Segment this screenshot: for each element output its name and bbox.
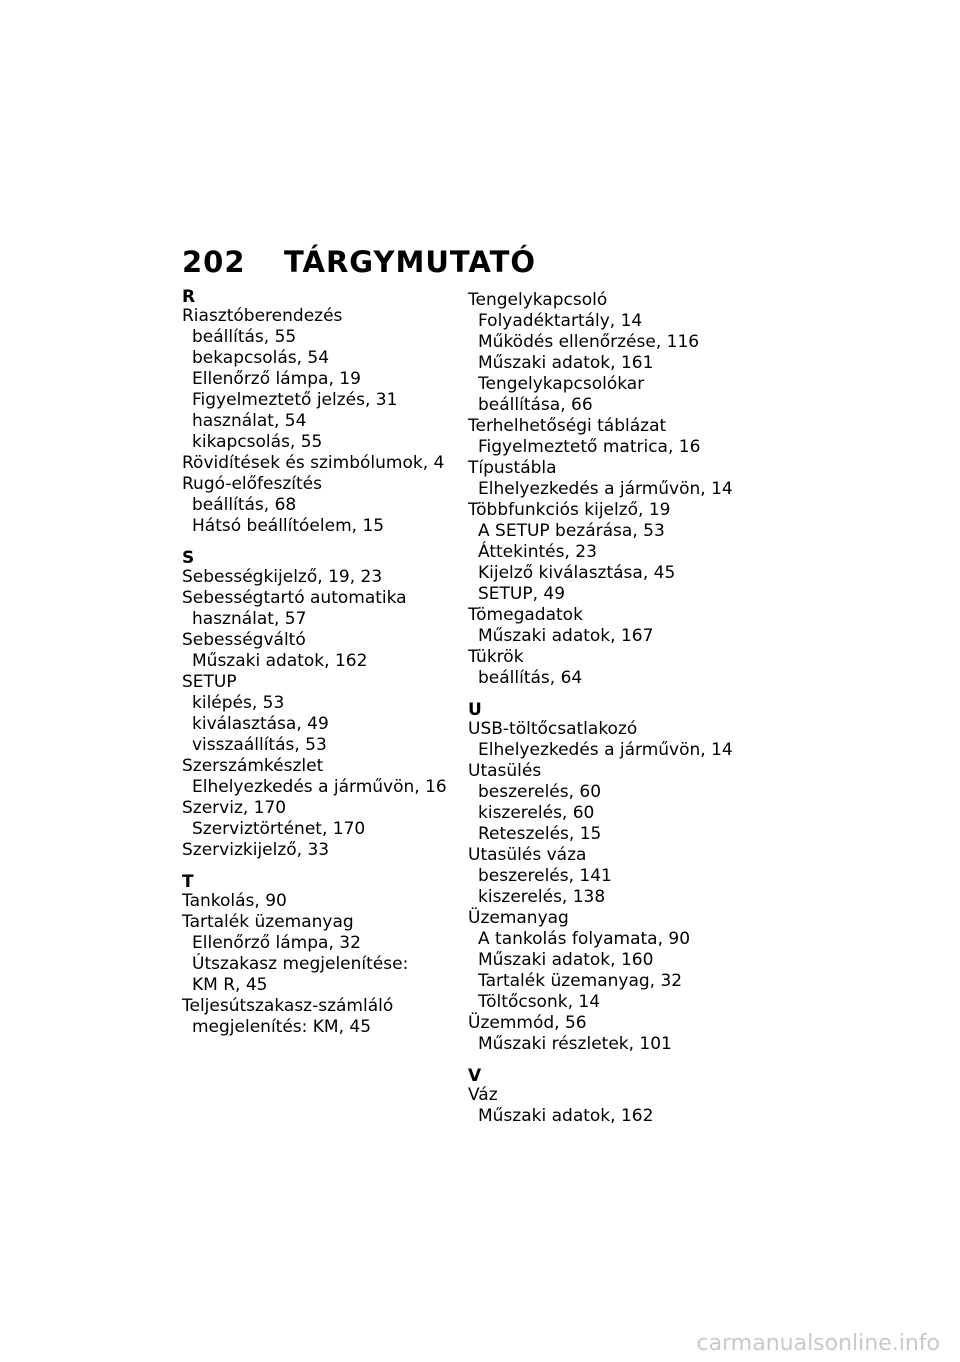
section-letter: T — [182, 872, 194, 892]
index-entry: Típustábla — [468, 458, 557, 478]
index-subentry: Működés ellenőrzése, 116 — [478, 332, 700, 352]
index-section — [182, 549, 462, 861]
index-entry: Szerszámkészlet — [182, 756, 324, 776]
page-header — [182, 244, 536, 280]
section-letter: U — [468, 700, 482, 720]
index-subentry: Szerviztörténet, 170 — [192, 819, 366, 839]
index-entry: Teljesútszakasz-számláló — [182, 996, 394, 1016]
index-subentry: Töltőcsonk, 14 — [478, 992, 601, 1012]
index-subentry: KM R, 45 — [192, 975, 268, 995]
index-section — [468, 1067, 758, 1127]
index-subentry: Ellenőrző lámpa, 19 — [192, 369, 361, 389]
index-subentry: Kijelző kiválasztása, 45 — [478, 563, 676, 583]
index-subentry: használat, 54 — [192, 411, 307, 431]
index-subentry: Műszaki részletek, 101 — [478, 1034, 672, 1054]
index-subentry: beállítás, 68 — [192, 495, 297, 515]
index-entry: SETUP — [182, 672, 237, 692]
index-subentry: Elhelyezkedés a járművön, 16 — [192, 777, 447, 797]
index-subentry: Tengelykapcsolókar — [478, 374, 645, 394]
page-number: 202 — [182, 245, 246, 279]
index-entry: Sebességváltó — [182, 630, 306, 650]
index-section — [468, 290, 758, 689]
index-subentry: Folyadéktartály, 14 — [478, 311, 643, 331]
index-entry: Terhelhetőségi táblázat — [468, 416, 667, 436]
index-subentry: Tartalék üzemanyag, 32 — [478, 971, 683, 991]
index-entry: Sebességkijelző, 19, 23 — [182, 567, 383, 587]
index-entry: Sebességtartó automatika — [182, 588, 407, 608]
index-subentry: visszaállítás, 53 — [192, 735, 327, 755]
index-entry: Utasülés — [468, 761, 542, 781]
index-entry: Váz — [468, 1085, 498, 1105]
index-subentry: Figyelmeztető jelzés, 31 — [192, 390, 398, 410]
index-subentry: Hátsó beállítóelem, 15 — [192, 516, 385, 536]
index-subentry: megjelenítés: KM, 45 — [192, 1017, 372, 1037]
index-subentry: Műszaki adatok, 161 — [478, 353, 654, 373]
index-subentry: SETUP, 49 — [478, 584, 566, 604]
index-entry: Utasülés váza — [468, 845, 587, 865]
index-section — [182, 288, 462, 537]
index-subentry: Elhelyezkedés a járművön, 14 — [478, 740, 733, 760]
index-subentry: kiszerelés, 138 — [478, 887, 606, 907]
index-subentry: Műszaki adatok, 167 — [478, 626, 654, 646]
watermark: carmanualsonline.info — [696, 1331, 940, 1356]
index-entry: Többfunkciós kijelző, 19 — [468, 500, 671, 520]
index-subentry: kiválasztása, 49 — [192, 714, 329, 734]
index-subentry: beállítás, 64 — [478, 668, 583, 688]
index-section — [468, 701, 758, 1055]
index-subentry: Műszaki adatok, 160 — [478, 950, 654, 970]
index-subentry: Műszaki adatok, 162 — [478, 1106, 654, 1126]
index-subentry: Útszakasz megjelenítése: — [192, 954, 409, 974]
index-entry: Üzemanyag — [468, 908, 569, 928]
index-subentry: Figyelmeztető matrica, 16 — [478, 437, 701, 457]
index-subentry: Műszaki adatok, 162 — [192, 651, 368, 671]
index-subentry: Ellenőrző lámpa, 32 — [192, 933, 361, 953]
index-column-right — [468, 290, 758, 1139]
index-subentry: használat, 57 — [192, 609, 307, 629]
index-subentry: Áttekintés, 23 — [478, 542, 597, 562]
page-title: TÁRGYMUTATÓ — [284, 245, 537, 279]
index-subentry: beállítása, 66 — [478, 395, 593, 415]
index-entry: Rövidítések és szimbólumok, 4 — [182, 453, 445, 473]
index-entry: USB-töltőcsatlakozó — [468, 719, 638, 739]
index-subentry: beszerelés, 141 — [478, 866, 612, 886]
index-subentry: A SETUP bezárása, 53 — [478, 521, 665, 541]
section-letter: R — [182, 287, 196, 307]
index-entry: Tömegadatok — [468, 605, 583, 625]
index-subentry: A tankolás folyamata, 90 — [478, 929, 691, 949]
index-section — [182, 873, 462, 1038]
index-entry: Riasztóberendezés — [182, 306, 343, 326]
index-entry: Szervizkijelző, 33 — [182, 840, 330, 860]
index-entry: Tükrök — [468, 647, 524, 667]
index-column-left — [182, 288, 462, 1050]
index-subentry: Reteszelés, 15 — [478, 824, 602, 844]
index-subentry: Elhelyezkedés a járművön, 14 — [478, 479, 733, 499]
index-subentry: bekapcsolás, 54 — [192, 348, 330, 368]
index-entry: Tengelykapcsoló — [468, 290, 608, 310]
index-subentry: beállítás, 55 — [192, 327, 297, 347]
index-entry: Üzemmód, 56 — [468, 1013, 587, 1033]
index-entry: Rugó-előfeszítés — [182, 474, 322, 494]
index-subentry: kiszerelés, 60 — [478, 803, 595, 823]
index-entry: Szerviz, 170 — [182, 798, 287, 818]
index-subentry: beszerelés, 60 — [478, 782, 602, 802]
index-subentry: kikapcsolás, 55 — [192, 432, 323, 452]
index-entry: Tankolás, 90 — [182, 891, 287, 911]
section-letter: S — [182, 548, 195, 568]
index-entry: Tartalék üzemanyag — [182, 912, 354, 932]
index-subentry: kilépés, 53 — [192, 693, 285, 713]
section-letter: V — [468, 1066, 482, 1086]
